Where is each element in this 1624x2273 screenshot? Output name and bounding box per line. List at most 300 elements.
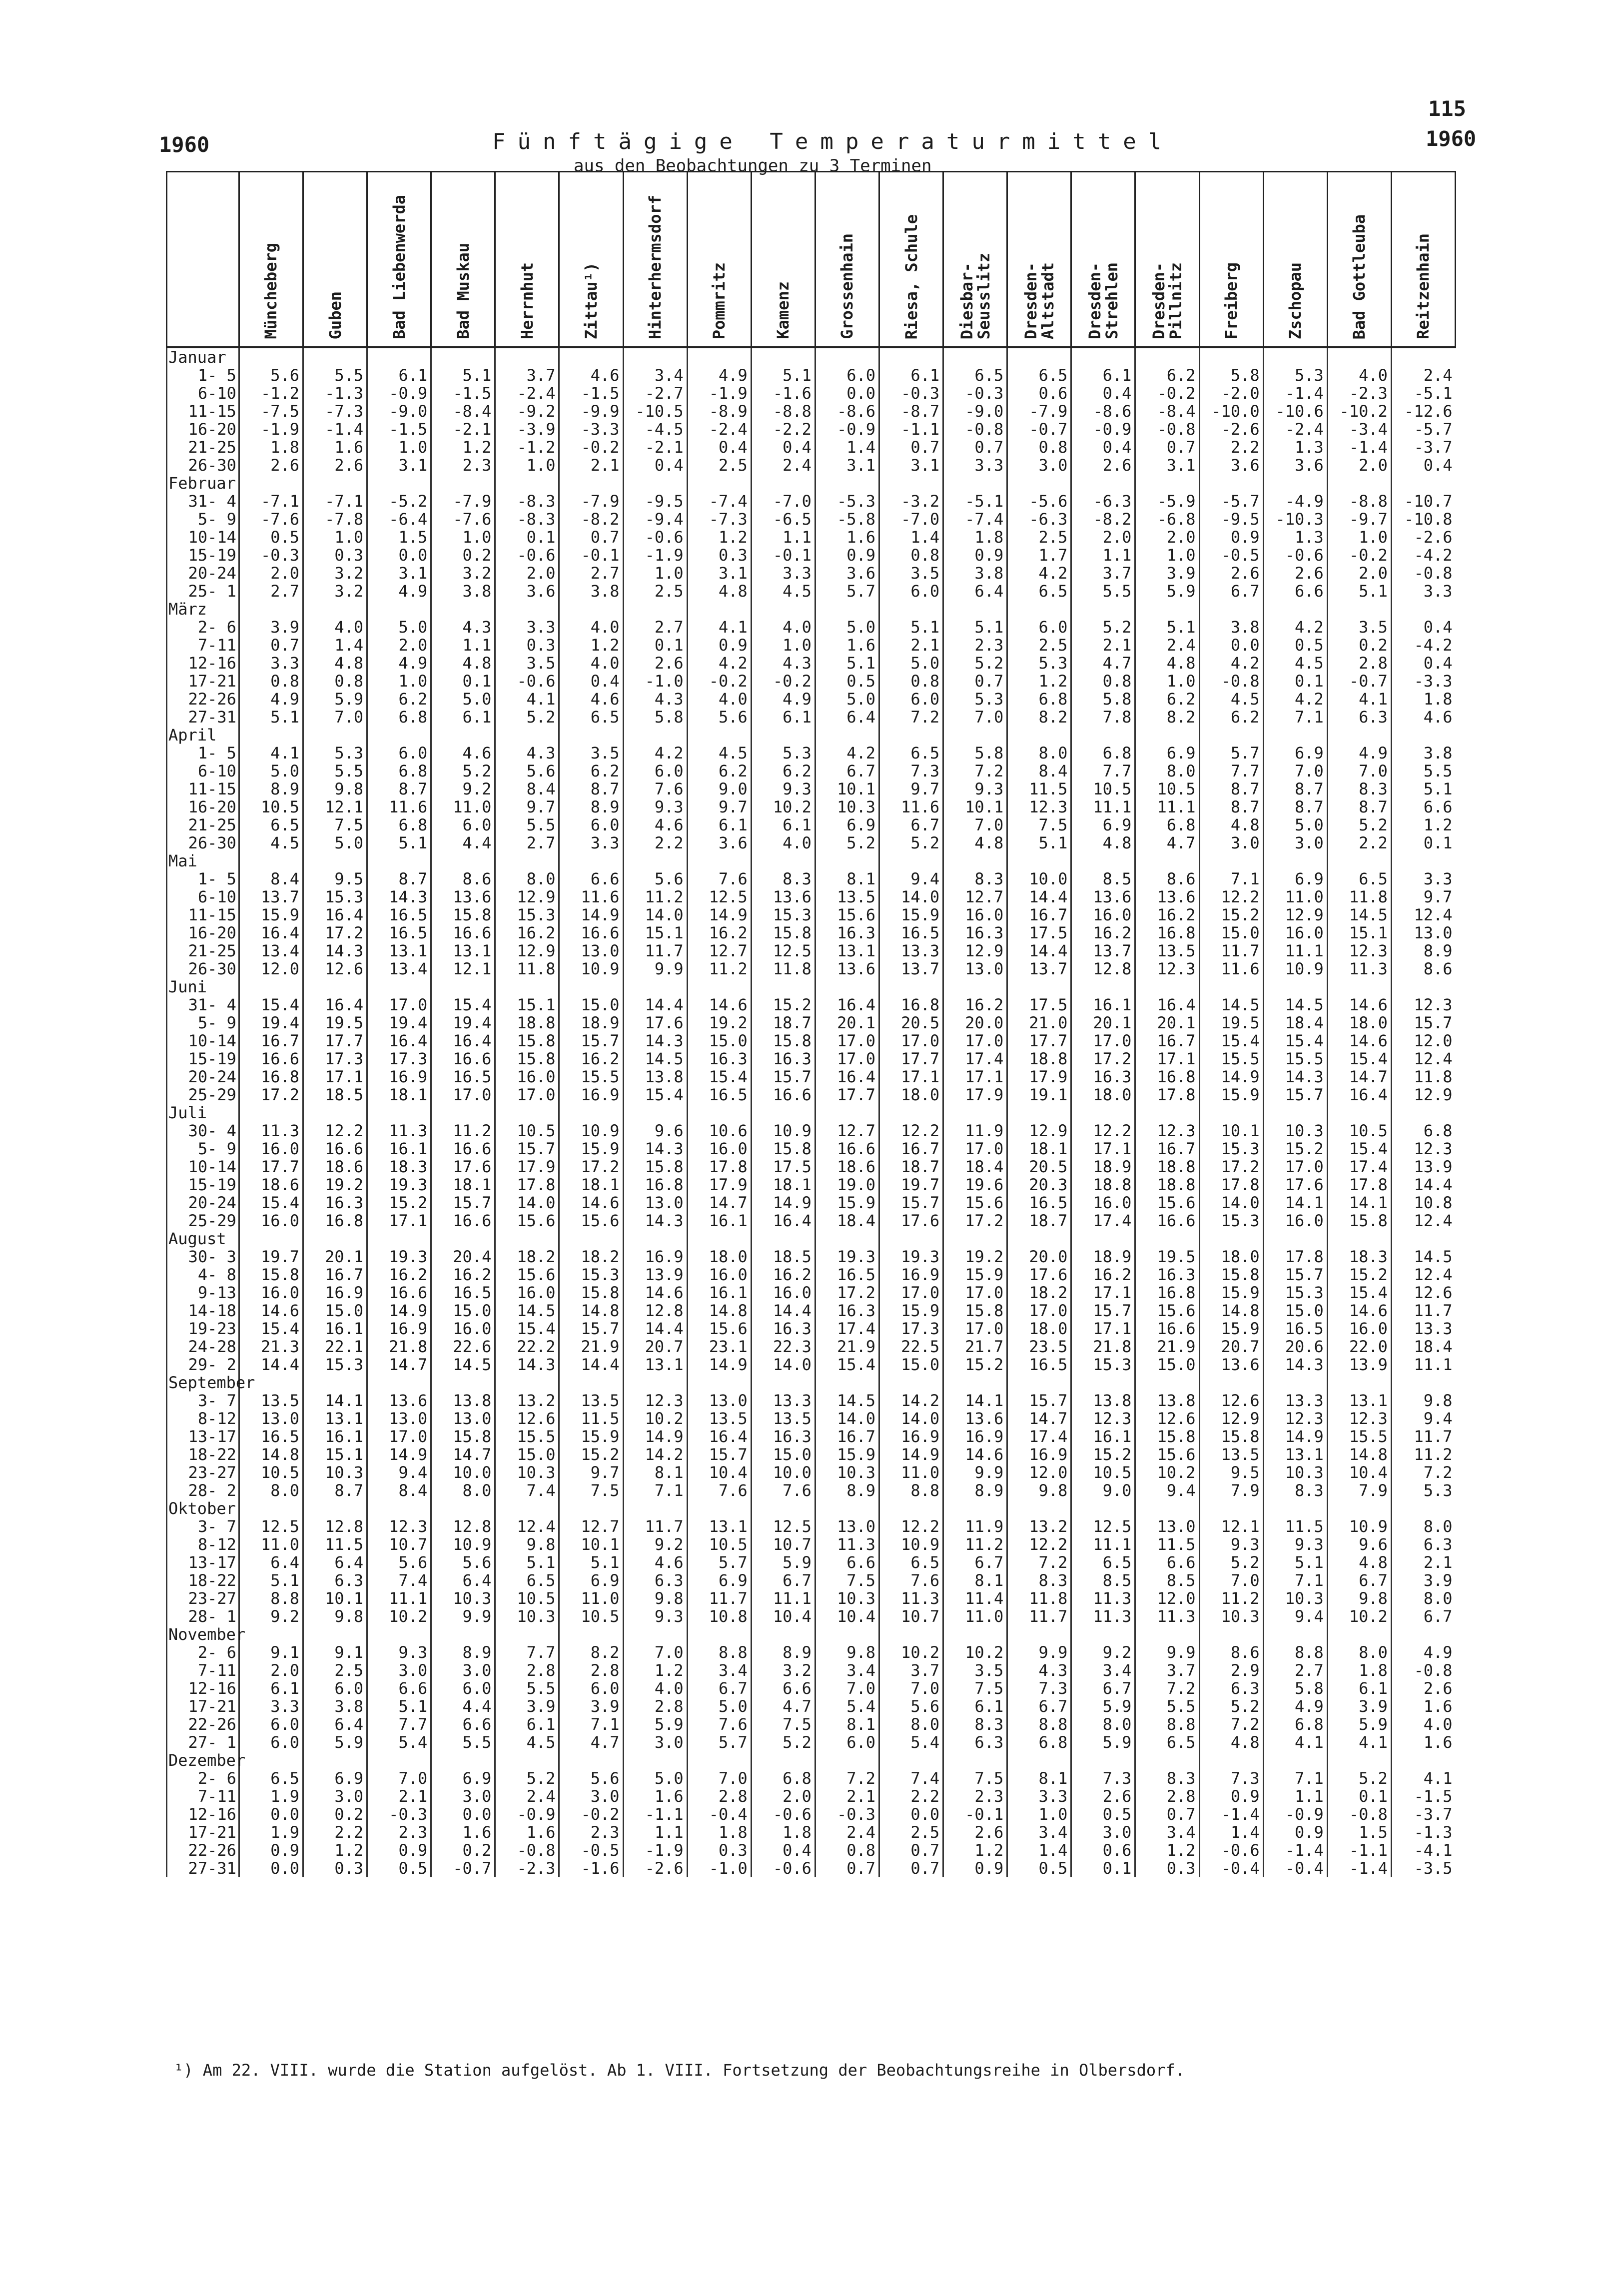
- value-cell: 8.2: [559, 1643, 623, 1661]
- value-cell: 0.3: [303, 546, 367, 564]
- value-cell: 11.7: [623, 1517, 687, 1535]
- month-name: September: [167, 1374, 239, 1392]
- value-cell: 14.6: [239, 1302, 303, 1320]
- value-cell: 1.0: [367, 438, 431, 456]
- value-cell: 8.3: [751, 870, 815, 888]
- value-cell: 8.1: [943, 1571, 1007, 1589]
- value-cell: 4.0: [751, 618, 815, 636]
- period-cell: 6-10: [167, 888, 239, 906]
- value-cell: 4.1: [239, 744, 303, 762]
- value-cell: 14.0: [623, 906, 687, 924]
- station-name: Diesbar- Seusslitz: [957, 252, 993, 339]
- empty-cell: [1391, 1625, 1455, 1643]
- value-cell: 7.0: [815, 1679, 879, 1697]
- value-cell: 21.0: [1007, 1014, 1071, 1032]
- value-cell: 13.0: [943, 960, 1007, 978]
- station-name: Bad Muskau: [453, 243, 473, 339]
- value-cell: 16.2: [751, 1266, 815, 1284]
- value-cell: 13.6: [1135, 888, 1199, 906]
- value-cell: 10.3: [431, 1589, 495, 1607]
- value-cell: -6.5: [751, 510, 815, 528]
- value-cell: 15.7: [1263, 1266, 1327, 1284]
- value-cell: 15.2: [943, 1356, 1007, 1374]
- value-cell: 14.9: [1263, 1428, 1327, 1446]
- value-cell: 10.5: [559, 1607, 623, 1625]
- empty-cell: [431, 1751, 495, 1769]
- value-cell: 4.3: [751, 654, 815, 672]
- empty-cell: [559, 600, 623, 618]
- value-cell: 17.8: [687, 1158, 751, 1176]
- value-cell: 18.0: [1007, 1320, 1071, 1338]
- value-cell: -7.8: [303, 510, 367, 528]
- value-cell: 7.0: [367, 1769, 431, 1787]
- value-cell: 5.7: [687, 1733, 751, 1751]
- value-cell: 13.0: [1135, 1517, 1199, 1535]
- value-cell: 10.0: [751, 1464, 815, 1482]
- value-cell: -4.5: [623, 420, 687, 438]
- table-row: [167, 1715, 1456, 1733]
- value-cell: 16.3: [751, 1050, 815, 1068]
- value-cell: 4.3: [495, 744, 559, 762]
- value-cell: 8.0: [431, 1482, 495, 1500]
- value-cell: 13.6: [1199, 1356, 1263, 1374]
- value-cell: 7.1: [1263, 708, 1327, 726]
- value-cell: 16.5: [1263, 1320, 1327, 1338]
- value-cell: 5.0: [687, 1697, 751, 1715]
- value-cell: 19.4: [367, 1014, 431, 1032]
- value-cell: 11.1: [1071, 1535, 1135, 1553]
- value-cell: -7.3: [687, 510, 751, 528]
- value-cell: 6.6: [815, 1553, 879, 1571]
- value-cell: 22.5: [879, 1338, 943, 1356]
- value-cell: 16.5: [687, 1086, 751, 1104]
- table-row: [167, 1050, 1456, 1068]
- value-cell: 5.6: [495, 762, 559, 780]
- value-cell: 6.2: [367, 690, 431, 708]
- value-cell: 7.1: [1199, 870, 1263, 888]
- value-cell: 3.6: [495, 582, 559, 600]
- value-cell: 8.8: [1135, 1715, 1199, 1733]
- table-row: [167, 1356, 1456, 1374]
- value-cell: 12.1: [303, 798, 367, 816]
- value-cell: 4.9: [687, 366, 751, 384]
- value-cell: 5.1: [367, 1697, 431, 1715]
- value-cell: 6.9: [431, 1769, 495, 1787]
- value-cell: 17.7: [815, 1086, 879, 1104]
- empty-cell: [1135, 1625, 1199, 1643]
- period-cell: 15-19: [167, 1176, 239, 1194]
- value-cell: 14.3: [367, 888, 431, 906]
- value-cell: 5.2: [879, 834, 943, 852]
- empty-cell: [1263, 474, 1327, 492]
- value-cell: -7.9: [431, 492, 495, 510]
- value-cell: 1.2: [943, 1841, 1007, 1859]
- value-cell: 15.6: [815, 906, 879, 924]
- value-cell: 8.3: [1135, 1769, 1199, 1787]
- value-cell: -2.3: [495, 1859, 559, 1877]
- empty-cell: [1007, 474, 1071, 492]
- empty-cell: [495, 852, 559, 870]
- value-cell: 4.8: [687, 582, 751, 600]
- value-cell: 16.5: [367, 924, 431, 942]
- value-cell: 17.4: [1327, 1158, 1391, 1176]
- month-header-row: [167, 1374, 1456, 1392]
- value-cell: 13.5: [1135, 942, 1199, 960]
- empty-cell: [815, 1751, 879, 1769]
- empty-cell: [751, 1625, 815, 1643]
- value-cell: 5.1: [239, 1571, 303, 1589]
- value-cell: 4.6: [559, 366, 623, 384]
- value-cell: 4.1: [1327, 690, 1391, 708]
- value-cell: 4.5: [687, 744, 751, 762]
- period-cell: 26-30: [167, 456, 239, 474]
- value-cell: 10.8: [1391, 1194, 1455, 1212]
- table-row: [167, 1607, 1456, 1625]
- empty-cell: [815, 852, 879, 870]
- value-cell: 16.5: [367, 906, 431, 924]
- value-cell: 2.0: [1327, 456, 1391, 474]
- table-row: [167, 1805, 1456, 1823]
- empty-cell: [495, 1751, 559, 1769]
- value-cell: 17.1: [1071, 1320, 1135, 1338]
- value-cell: 6.0: [431, 816, 495, 834]
- period-cell: 22-26: [167, 690, 239, 708]
- period-cell: 7-11: [167, 1661, 239, 1679]
- empty-cell: [687, 1625, 751, 1643]
- value-cell: 5.9: [623, 1715, 687, 1733]
- value-cell: 18.6: [815, 1158, 879, 1176]
- empty-cell: [1199, 978, 1263, 996]
- empty-cell: [1135, 1230, 1199, 1248]
- value-cell: -10.3: [1263, 510, 1327, 528]
- value-cell: 3.3: [943, 456, 1007, 474]
- empty-cell: [303, 1500, 367, 1517]
- empty-cell: [943, 852, 1007, 870]
- value-cell: 6.0: [431, 1679, 495, 1697]
- value-cell: 0.9: [943, 1859, 1007, 1877]
- value-cell: 21.7: [943, 1338, 1007, 1356]
- empty-cell: [559, 852, 623, 870]
- value-cell: 16.4: [815, 1068, 879, 1086]
- table-row: [167, 1266, 1456, 1284]
- value-cell: -7.3: [303, 402, 367, 420]
- value-cell: 3.5: [1327, 618, 1391, 636]
- value-cell: 4.6: [623, 816, 687, 834]
- value-cell: 1.0: [303, 528, 367, 546]
- empty-cell: [431, 978, 495, 996]
- value-cell: 0.1: [1327, 1787, 1391, 1805]
- value-cell: 5.5: [431, 1733, 495, 1751]
- table-row: [167, 1661, 1456, 1679]
- value-cell: 13.8: [1071, 1392, 1135, 1410]
- table-row: [167, 834, 1456, 852]
- value-cell: 15.9: [815, 1446, 879, 1464]
- value-cell: 16.6: [1135, 1320, 1199, 1338]
- empty-cell: [879, 347, 943, 366]
- value-cell: -5.7: [1391, 420, 1455, 438]
- value-cell: 6.8: [751, 1769, 815, 1787]
- value-cell: -0.6: [495, 546, 559, 564]
- value-cell: 17.8: [1135, 1086, 1199, 1104]
- value-cell: 0.8: [1071, 672, 1135, 690]
- value-cell: 1.0: [495, 456, 559, 474]
- empty-cell: [559, 474, 623, 492]
- value-cell: 4.8: [1199, 1733, 1263, 1751]
- value-cell: 13.3: [879, 942, 943, 960]
- value-cell: 14.0: [1199, 1194, 1263, 1212]
- empty-cell: [1135, 1104, 1199, 1122]
- value-cell: 2.5: [1007, 528, 1071, 546]
- value-cell: 7.8: [1071, 708, 1135, 726]
- value-cell: 1.6: [1391, 1733, 1455, 1751]
- value-cell: 17.1: [1135, 1050, 1199, 1068]
- value-cell: 4.2: [623, 744, 687, 762]
- value-cell: 15.3: [303, 888, 367, 906]
- value-cell: 2.4: [495, 1787, 559, 1805]
- value-cell: 16.6: [431, 1050, 495, 1068]
- value-cell: 2.2: [1199, 438, 1263, 456]
- value-cell: 8.4: [239, 870, 303, 888]
- value-cell: -2.6: [1199, 420, 1263, 438]
- value-cell: 18.4: [1391, 1338, 1455, 1356]
- value-cell: 16.0: [495, 1284, 559, 1302]
- empty-cell: [815, 474, 879, 492]
- value-cell: 22.2: [495, 1338, 559, 1356]
- value-cell: 16.2: [559, 1050, 623, 1068]
- value-cell: 7.0: [943, 816, 1007, 834]
- value-cell: 1.8: [1391, 690, 1455, 708]
- value-cell: 13.0: [815, 1517, 879, 1535]
- value-cell: 15.4: [1327, 1140, 1391, 1158]
- value-cell: 1.6: [1391, 1697, 1455, 1715]
- value-cell: 17.6: [623, 1014, 687, 1032]
- value-cell: 3.5: [495, 654, 559, 672]
- value-cell: -3.5: [1391, 1859, 1455, 1877]
- value-cell: 6.8: [367, 762, 431, 780]
- empty-cell: [303, 1625, 367, 1643]
- value-cell: 5.6: [559, 1769, 623, 1787]
- value-cell: 15.4: [1199, 1032, 1263, 1050]
- value-cell: 14.5: [1391, 1248, 1455, 1266]
- value-cell: 19.3: [367, 1176, 431, 1194]
- value-cell: 10.1: [943, 798, 1007, 816]
- value-cell: 16.4: [1135, 996, 1199, 1014]
- value-cell: 4.9: [239, 690, 303, 708]
- value-cell: 16.5: [239, 1428, 303, 1446]
- value-cell: 16.2: [367, 1266, 431, 1284]
- empty-cell: [1071, 600, 1135, 618]
- value-cell: 15.7: [751, 1068, 815, 1086]
- value-cell: 3.1: [879, 456, 943, 474]
- value-cell: 16.0: [1327, 1320, 1391, 1338]
- footnote: ¹) Am 22. VIII. wurde die Station aufgelöst. Ab 1. VIII. Fortsetzung der Beobachtungsreihe in Olbersdorf.: [174, 2061, 1185, 2080]
- period-cell: 21-25: [167, 816, 239, 834]
- value-cell: 12.3: [1391, 1140, 1455, 1158]
- value-cell: 8.0: [879, 1715, 943, 1733]
- value-cell: 15.3: [1199, 1212, 1263, 1230]
- value-cell: 19.3: [879, 1248, 943, 1266]
- value-cell: 3.9: [495, 1697, 559, 1715]
- empty-cell: [815, 347, 879, 366]
- value-cell: 15.3: [751, 906, 815, 924]
- value-cell: -0.8: [943, 420, 1007, 438]
- value-cell: 16.1: [303, 1428, 367, 1446]
- value-cell: 16.6: [367, 1284, 431, 1302]
- table-row: [167, 1553, 1456, 1571]
- value-cell: 19.7: [879, 1176, 943, 1194]
- value-cell: 19.4: [239, 1014, 303, 1032]
- table-row: [167, 1464, 1456, 1482]
- value-cell: 9.4: [1263, 1607, 1327, 1625]
- value-cell: 11.0: [431, 798, 495, 816]
- value-cell: 5.1: [751, 366, 815, 384]
- empty-cell: [1071, 347, 1135, 366]
- empty-cell: [1391, 1230, 1455, 1248]
- table-row: [167, 582, 1456, 600]
- value-cell: 1.1: [1071, 546, 1135, 564]
- month-header-row: [167, 1500, 1456, 1517]
- value-cell: 17.0: [879, 1284, 943, 1302]
- value-cell: 6.1: [751, 708, 815, 726]
- value-cell: 5.2: [1327, 1769, 1391, 1787]
- value-cell: -5.1: [1391, 384, 1455, 402]
- value-cell: 8.7: [1263, 798, 1327, 816]
- empty-cell: [1007, 1500, 1071, 1517]
- value-cell: 7.2: [943, 762, 1007, 780]
- value-cell: 14.9: [1199, 1068, 1263, 1086]
- value-cell: 17.2: [239, 1086, 303, 1104]
- value-cell: 10.2: [943, 1643, 1007, 1661]
- period-cell: 26-30: [167, 834, 239, 852]
- value-cell: 5.1: [239, 708, 303, 726]
- empty-cell: [1071, 852, 1135, 870]
- value-cell: 9.7: [1391, 888, 1455, 906]
- empty-cell: [431, 347, 495, 366]
- value-cell: 8.9: [943, 1482, 1007, 1500]
- value-cell: 6.2: [1135, 366, 1199, 384]
- month-name: Oktober: [167, 1500, 239, 1517]
- value-cell: 16.7: [1135, 1032, 1199, 1050]
- value-cell: 0.9: [943, 546, 1007, 564]
- value-cell: 12.9: [495, 888, 559, 906]
- empty-cell: [943, 474, 1007, 492]
- value-cell: 19.6: [943, 1176, 1007, 1194]
- station-name: Freiberg: [1222, 262, 1241, 339]
- value-cell: 5.3: [1007, 654, 1071, 672]
- value-cell: 12.3: [1327, 942, 1391, 960]
- value-cell: 10.2: [623, 1410, 687, 1428]
- value-cell: 15.1: [303, 1446, 367, 1464]
- value-cell: 6.3: [1199, 1679, 1263, 1697]
- value-cell: 18.5: [751, 1248, 815, 1266]
- value-cell: 15.7: [431, 1194, 495, 1212]
- value-cell: 15.5: [1199, 1050, 1263, 1068]
- value-cell: 0.4: [1071, 438, 1135, 456]
- value-cell: 10.1: [559, 1535, 623, 1553]
- value-cell: 19.5: [1199, 1014, 1263, 1032]
- value-cell: -4.2: [1391, 636, 1455, 654]
- empty-cell: [1391, 1104, 1455, 1122]
- empty-cell: [1135, 1751, 1199, 1769]
- value-cell: 6.5: [1007, 582, 1071, 600]
- value-cell: -10.5: [623, 402, 687, 420]
- empty-cell: [1071, 1230, 1135, 1248]
- value-cell: 2.2: [1327, 834, 1391, 852]
- value-cell: 19.2: [943, 1248, 1007, 1266]
- value-cell: 9.0: [687, 780, 751, 798]
- value-cell: 0.1: [1071, 1859, 1135, 1877]
- station-header: [303, 172, 367, 348]
- value-cell: 11.3: [1071, 1607, 1135, 1625]
- value-cell: 11.6: [367, 798, 431, 816]
- station-header-row: [167, 172, 1456, 348]
- value-cell: 13.8: [623, 1068, 687, 1086]
- value-cell: 5.7: [687, 1553, 751, 1571]
- value-cell: -2.4: [687, 420, 751, 438]
- value-cell: 3.0: [303, 1787, 367, 1805]
- value-cell: 8.3: [1263, 1482, 1327, 1500]
- value-cell: 18.6: [303, 1158, 367, 1176]
- value-cell: 6.4: [303, 1715, 367, 1733]
- value-cell: 10.6: [687, 1122, 751, 1140]
- value-cell: 11.9: [943, 1517, 1007, 1535]
- value-cell: 9.8: [1327, 1589, 1391, 1607]
- period-cell: 17-21: [167, 1823, 239, 1841]
- empty-cell: [559, 1751, 623, 1769]
- table-row: [167, 1859, 1456, 1877]
- value-cell: 5.0: [1263, 816, 1327, 834]
- value-cell: 6.1: [751, 816, 815, 834]
- value-cell: 5.2: [943, 654, 1007, 672]
- value-cell: 6.0: [303, 1679, 367, 1697]
- value-cell: 4.1: [1391, 1769, 1455, 1787]
- value-cell: 6.3: [1327, 708, 1391, 726]
- value-cell: 5.0: [367, 618, 431, 636]
- value-cell: 6.1: [239, 1679, 303, 1697]
- empty-cell: [495, 474, 559, 492]
- period-cell: 7-11: [167, 1787, 239, 1805]
- empty-cell: [1007, 1374, 1071, 1392]
- value-cell: 4.3: [623, 690, 687, 708]
- table-row: [167, 1194, 1456, 1212]
- empty-cell: [815, 1104, 879, 1122]
- value-cell: 14.7: [367, 1356, 431, 1374]
- empty-cell: [1263, 978, 1327, 996]
- value-cell: -7.4: [687, 492, 751, 510]
- value-cell: 16.0: [1263, 1212, 1327, 1230]
- value-cell: 2.4: [815, 1823, 879, 1841]
- value-cell: 14.1: [303, 1392, 367, 1410]
- value-cell: 15.2: [1263, 1140, 1327, 1158]
- period-cell: 6-10: [167, 384, 239, 402]
- empty-cell: [239, 726, 303, 744]
- value-cell: 13.5: [815, 888, 879, 906]
- value-cell: 14.8: [1199, 1302, 1263, 1320]
- value-cell: 5.6: [879, 1697, 943, 1715]
- value-cell: 5.2: [1199, 1697, 1263, 1715]
- value-cell: 12.4: [1391, 1266, 1455, 1284]
- value-cell: 8.6: [1391, 960, 1455, 978]
- value-cell: -1.1: [1327, 1841, 1391, 1859]
- value-cell: 4.4: [431, 1697, 495, 1715]
- value-cell: 4.3: [431, 618, 495, 636]
- value-cell: 11.0: [239, 1535, 303, 1553]
- value-cell: -0.8: [1327, 1805, 1391, 1823]
- value-cell: 14.6: [943, 1446, 1007, 1464]
- value-cell: 17.0: [495, 1086, 559, 1104]
- table-row: [167, 870, 1456, 888]
- value-cell: 16.6: [559, 924, 623, 942]
